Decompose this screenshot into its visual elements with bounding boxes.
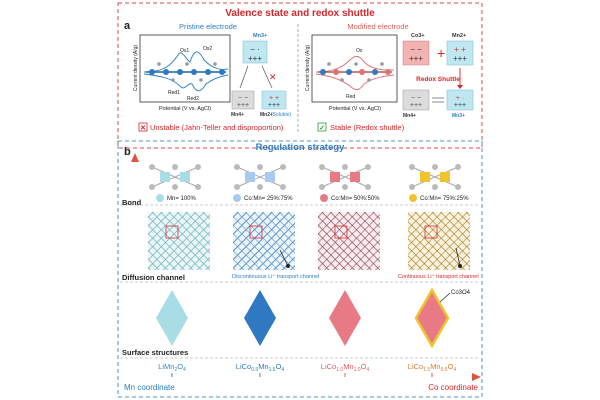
forbidden-mark: ✕ (269, 72, 277, 82)
arrow-mn3-mn4 (240, 66, 248, 88)
horizontal-axis-arrow (472, 373, 481, 381)
panel-a-letter: a (124, 20, 131, 32)
coating-pointer (440, 293, 450, 302)
row-label-bond: Bond (122, 198, 142, 207)
surface-diamond-3 (329, 290, 361, 346)
mn2-orbital-top-b: + + (454, 45, 466, 54)
bond-structure-3 (319, 164, 371, 190)
discontinuous-label: Discontinuous Li⁺ transport channel (232, 274, 320, 280)
ratio-dot-2 (233, 194, 241, 202)
ratio-label-3: Co:Mn= 50%:50% (331, 196, 380, 202)
modified-label: Modified electrode (347, 22, 409, 31)
mn3-orbital-top: − · (250, 45, 260, 54)
ratio-dot-1 (156, 194, 164, 202)
panel-a-title: Valence state and redox shuttle (225, 8, 375, 19)
pristine-ylabel: Current density (A/g) (133, 44, 139, 92)
plus-sign: + (437, 45, 446, 61)
stable-check: ✓ (319, 125, 325, 132)
ion-label-mn2-b: Mn2+ (452, 33, 467, 39)
pristine-label: Pristine electrode (179, 22, 237, 31)
unstable-cross: ✕ (140, 125, 146, 132)
ion-label-mn3-b: Mn3+ (452, 113, 465, 119)
compound-label-3: $LiCo_{1.0}Mn_{1.0}O_4$ (320, 362, 370, 373)
mn2-orbital-bottom-b: +++ (452, 54, 468, 63)
ion-label-mn4-a: Mn4+ (231, 112, 244, 118)
ion-label-mn4-b: Mn4+ (403, 113, 416, 119)
peak-ox2: Ox2 (203, 46, 213, 52)
co-coordinate-label: Co coordinate (428, 383, 478, 392)
compound-label-4: $LiCo_{1.5}Mn_{0.5}O_4$ (407, 362, 457, 373)
panel-b-title: Regulation strategy (255, 142, 345, 153)
unstable-text: Unstable (Jahn-Teller and disproportion) (150, 123, 284, 132)
bond-structure-2 (234, 164, 286, 190)
bond-structure-1 (149, 164, 201, 190)
compound-label-2: $LiCo_{0.5}Mn_{1.5}O_4$ (235, 362, 285, 373)
co3-orbital-bottom: +++ (408, 54, 424, 63)
mn-coordinate-label: Mn coordinate (124, 383, 175, 392)
peak-ox1: Ox1 (180, 48, 190, 54)
modified-cv-plot (312, 35, 397, 102)
ratio-label-1: Mn= 100% (167, 196, 196, 202)
diffusion-tile-1 (148, 212, 210, 270)
compound-label-1: $LiMn_2O_4$ (158, 362, 186, 373)
mn2-orbital-bottom-a: +++ (267, 102, 281, 109)
surface-diamond-4 (416, 290, 448, 346)
panel-b-letter: b (124, 146, 131, 158)
mn2-orbital-top-a: + + (268, 95, 280, 102)
peak-red2: Red2 (187, 96, 199, 102)
peak-ox: Ox (356, 48, 363, 54)
ion-label-mn3-a: Mn3+ (253, 33, 268, 39)
continuous-label: Continuous Li⁺ transport channel (398, 274, 479, 280)
diffusion-tile-3 (318, 212, 380, 270)
mn4-orbital-top-b: − − (410, 95, 422, 102)
mn4-orbital-bottom-b: +++ (409, 102, 423, 109)
modified-xlabel: Potential (V vs. AgCl) (329, 106, 381, 112)
mn4-orbital-top-a: − − (237, 95, 249, 102)
coating-label: Co3O4 (451, 290, 471, 296)
ratio-dot-4 (409, 194, 417, 202)
mn3-orbital-bottom-b: +++ (453, 102, 467, 109)
peak-red: Red (346, 94, 356, 100)
stable-text: Stable (Redox shuttle) (330, 123, 405, 132)
surface-diamond-2 (244, 290, 276, 346)
mn4-orbital-bottom-a: +++ (236, 102, 250, 109)
shuttle-arrowhead (457, 85, 463, 89)
row-label-surface: Surface structures (122, 348, 189, 357)
diffusion-tile-2 (233, 212, 295, 270)
surface-diamond-1 (156, 290, 188, 346)
modified-ylabel: Current density (A/g) (305, 44, 311, 92)
ratio-dot-3 (320, 194, 328, 202)
co3-orbital-top: − − (410, 45, 422, 54)
peak-red1: Red1 (168, 90, 180, 96)
ratio-label-2: Co:Mn= 25%:75% (244, 196, 293, 202)
diffusion-tile-4 (408, 212, 470, 270)
row-label-diffusion: Diffusion channel (122, 273, 185, 282)
redox-shuttle-label: Redox Shuttle (416, 76, 460, 83)
ion-label-co3: Co3+ (411, 33, 425, 39)
mn3-orbital-bottom: +++ (247, 54, 263, 63)
pristine-cv-plot (140, 35, 230, 102)
soluble-label: (Soluble) (271, 112, 292, 118)
vertical-axis-arrow (131, 153, 139, 162)
bond-structure-4 (409, 164, 461, 190)
ratio-label-4: Co:Mn= 75%:25% (420, 196, 469, 202)
pristine-xlabel: Potential (V vs. AgCl) (159, 106, 211, 112)
mn3-orbital-top-b: + · (455, 95, 465, 102)
ion-label-mn2-a: Mn2+ (260, 112, 273, 118)
